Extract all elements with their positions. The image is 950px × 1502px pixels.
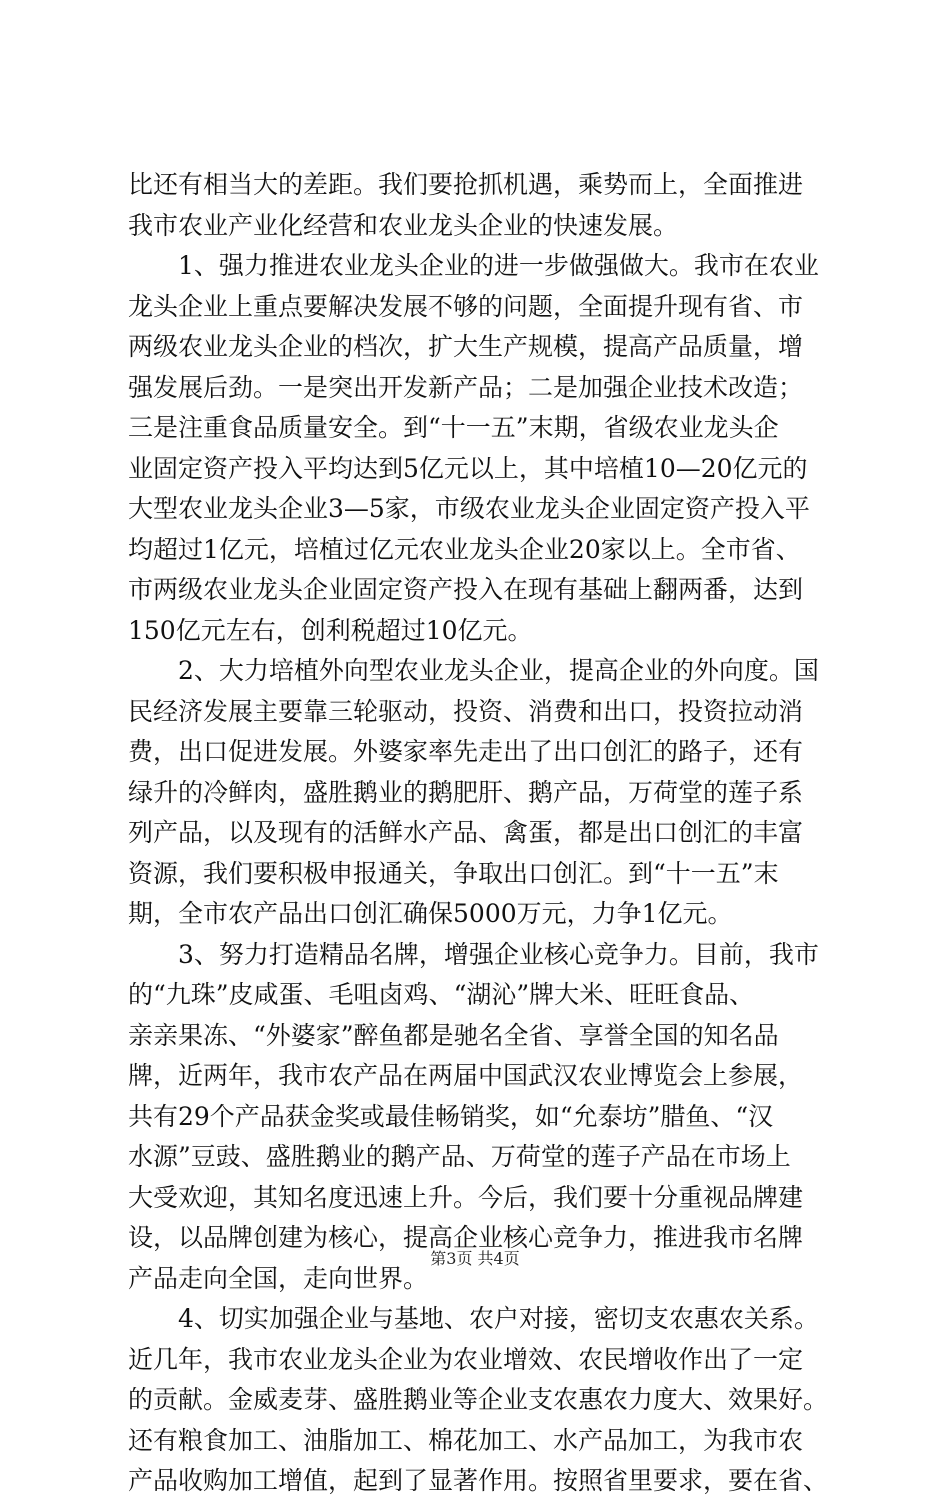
text-line: 的“九珠”皮咸蛋、毛咀卤鸡、“湖沁”牌大米、旺旺食品、 — [128, 980, 755, 1009]
text-line: 4、切实加强企业与基地、农户对接，密切支农惠农关系。 — [178, 1304, 819, 1333]
text-line: 的贡献。金威麦芽、盛胜鹅业等企业支农惠农力度大、效果好。 — [128, 1385, 829, 1414]
text-line: 近几年，我市农业龙头企业为农业增效、农民增收作出了一定 — [128, 1344, 804, 1374]
page-footer: 第3页 共4页 — [430, 1249, 520, 1268]
text-line: 还有粮食加工、油脂加工、棉花加工、水产品加工，为我市农 — [128, 1425, 804, 1455]
text-line: 比还有相当大的差距。我们要抢抓机遇，乘势而上，全面推进 — [128, 170, 804, 199]
body-text — [128, 165, 840, 1502]
text-line: 业固定资产投入平均达到5亿元以上，其中培植10—20亿元的 — [128, 453, 808, 483]
text-line: 产品收购加工增值，起到了显著作用。按照省里要求，要在省、 — [128, 1466, 829, 1495]
text-line: 我市农业产业化经营和农业龙头企业的快速发展。 — [128, 210, 679, 240]
text-line: 设，以品牌创建为核心，提高企业核心竞争力，推进我市名牌 — [128, 1223, 804, 1252]
text-line: 亲亲果冻、“外婆家”醉鱼都是驰名全省、享誉全国的知名品 — [128, 1020, 779, 1050]
text-line: 牌，近两年，我市农产品在两届中国武汉农业博览会上参展， — [128, 1061, 804, 1090]
text-line: 大型农业龙头企业3—5家，市级农业龙头企业固定资产投入平 — [128, 494, 810, 523]
text-line: 费，出口促进发展。外婆家率先走出了出口创汇的路子，还有 — [128, 737, 804, 766]
text-line: 均超过1亿元，培植过亿元农业龙头企业20家以上。全市省、 — [128, 534, 801, 564]
text-line: 2、大力培植外向型农业龙头企业，提高企业的外向度。国 — [178, 656, 819, 685]
text-line: 强发展后劲。一是突出开发新产品；二是加强企业技术改造； — [128, 372, 804, 402]
text-line: 龙头企业上重点要解决发展不够的问题，全面提升现有省、市 — [128, 291, 804, 321]
text-line: 三是注重食品质量安全。到“十一五”末期，省级农业龙头企 — [128, 413, 779, 442]
text-line: 资源，我们要积极申报通关，争取出口创汇。到“十一五”末 — [128, 858, 779, 888]
text-line: 大受欢迎，其知名度迅速上升。今后，我们要十分重视品牌建 — [128, 1182, 804, 1212]
text-line: 产品走向全国，走向世界。 — [128, 1263, 429, 1293]
text-line: 期，全市农产品出口创汇确保5000万元，力争1亿元。 — [128, 899, 733, 928]
text-line: 列产品，以及现有的活鲜水产品、禽蛋，都是出口创汇的丰富 — [128, 818, 804, 847]
text-line: 绿升的冷鲜肉，盛胜鹅业的鹅肥肝、鹅产品，万荷堂的莲子系 — [128, 777, 804, 807]
text-line: 两级农业龙头企业的档次，扩大生产规模，提高产品质量，增 — [128, 332, 804, 361]
text-line: 150亿元左右，创利税超过10亿元。 — [128, 615, 533, 645]
text-line: 民经济发展主要靠三轮驱动，投资、消费和出口，投资拉动消 — [128, 696, 804, 726]
text-line: 水源”豆豉、盛胜鹅业的鹅产品、万荷堂的莲子产品在市场上 — [128, 1142, 791, 1171]
text-line: 3、努力打造精品名牌，增强企业核心竞争力。目前，我市 — [178, 939, 819, 969]
text-line: 1、强力推进农业龙头企业的进一步做强做大。我市在农业 — [178, 251, 819, 280]
text-line: 市两级农业龙头企业固定资产投入在现有基础上翻两番，达到 — [128, 575, 804, 604]
text-line: 共有29个产品获金奖或最佳畅销奖，如“允泰坊”腊鱼、“汉 — [128, 1101, 774, 1131]
